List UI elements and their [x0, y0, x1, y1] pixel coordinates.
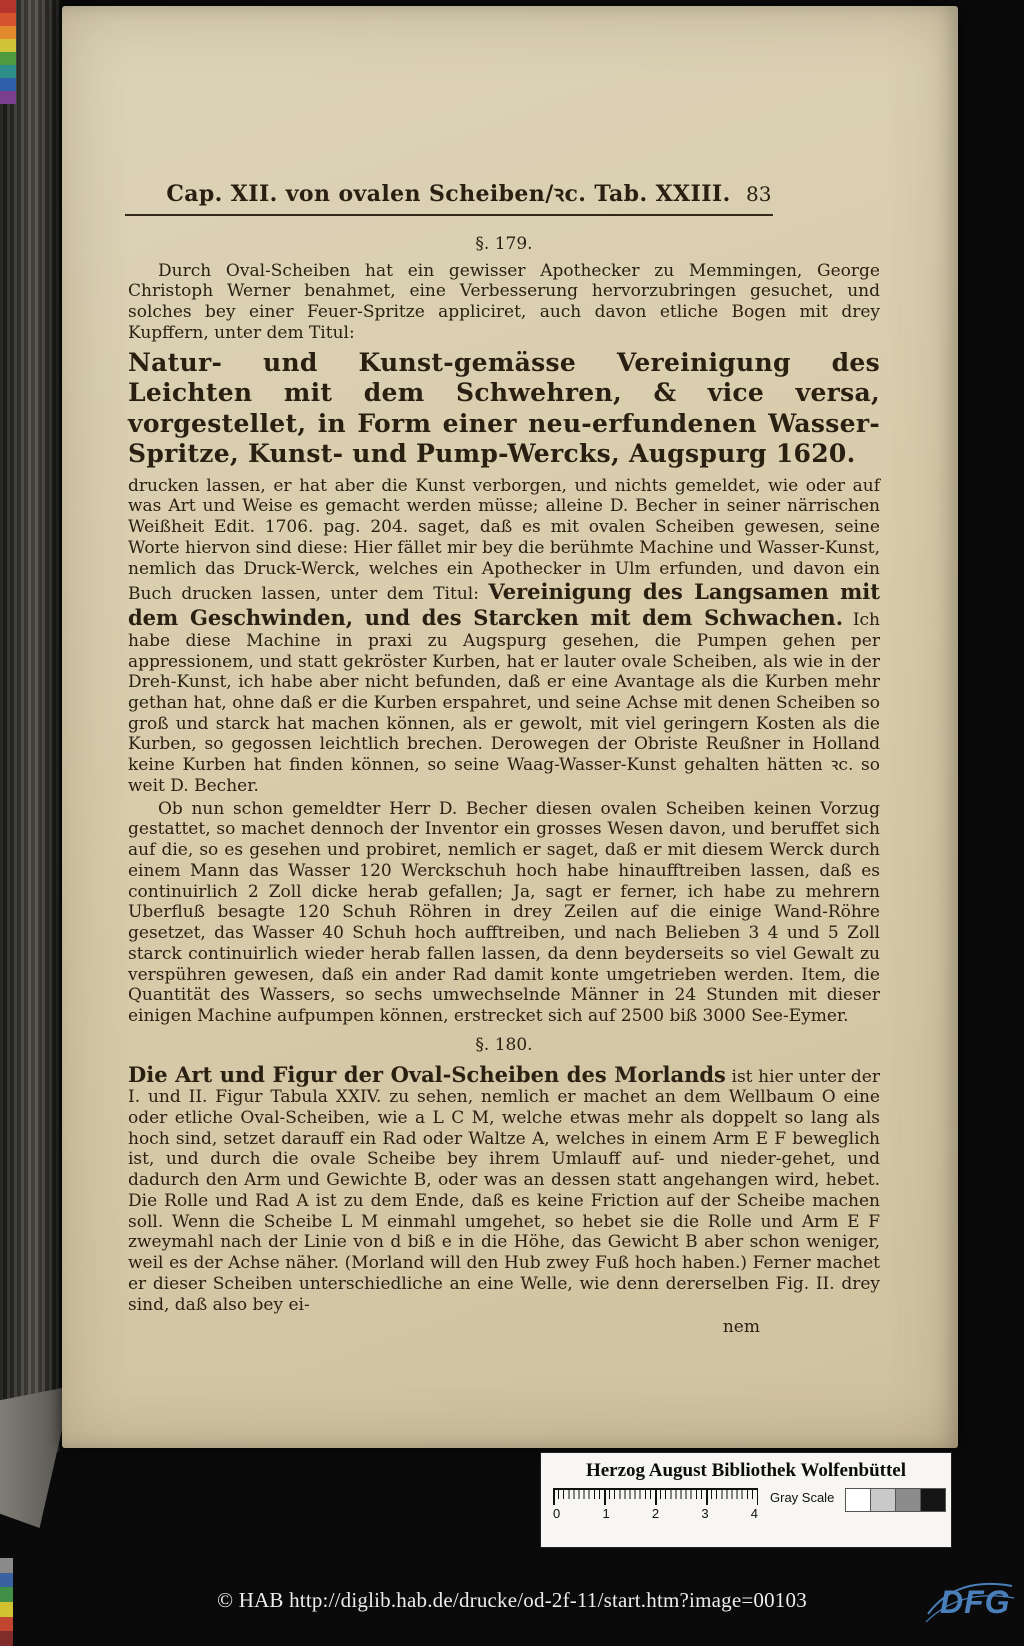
ruler-numbers: 0 1 2 3 4: [553, 1506, 758, 1521]
dfg-logo: [924, 1572, 1016, 1632]
color-bar-top: [0, 0, 16, 104]
display-inline-title: Vereinigung des Langsamen mit dem Geschwinden, und des Starcken mit dem Schwachen.: [128, 579, 880, 631]
text-run: drucken lassen, er hat aber die Kunst verborgen, und nichts gemeldet, wie oder auf was Art und Weise es gemacht werden müsse; alleine D. Becher in seiner närrischen Weißheit Edit. 1706. pag. 204. saget, daß es mit ovalen Scheiben gewesen, seine Worte hiervon sind diese: Hier fället mir bey die berühmte Machine und Wasser-Kunst, nemlich das Druck-Werck, welches ein Apothecker in Ulm erfunden, und davon ein Buch drucken lassen, unter dem Titul:: [128, 475, 880, 605]
ruler-wrap: [553, 1488, 758, 1521]
text-run: ist hier unter der I. und II. Figur Tabula XXIV. zu sehen, nemlich er machet an dem Wellbaum O eine oder etliche Oval-Scheiben, wie a L C M, welche etwas mehr als doppelt so lang als hoch sind, setzet darauff ein Rad oder Waltze A, welches in einem Arm E F beweglich ist, und durch die ovale Scheibe bey ihrem Umlauff auf- und nieder-gehet, und dadurch den Arm und Gewichte B, oder was an dessen statt angehangen wird, hebet. Die Rolle und Rad A ist zu dem Ende, daß es keine Friction auf der Scheibe machen soll. Wenn die Scheibe L M einmahl umgehet, so hebet sie die Rolle und Arm E F zweymahl nach der Linie von d biß e in die Höhe, das Gewicht B aber schon weniger, weil es der Achse näher. (Morland will den Hub zwey Fuß hoch haben.) Ferner machet er dieser Scheiben unterschiedliche an eine Welle, wie denn dererselben Fig. II. drey sind, daß also bey ei-: [128, 1066, 880, 1315]
copyright-line: © HAB http://diglib.hab.de/drucke/od-2f-11/start.htm?image=00103: [217, 1588, 807, 1612]
section-heading-180: §. 180.: [475, 1034, 533, 1055]
cm-ruler: [553, 1488, 758, 1505]
footer: [0, 1560, 1024, 1646]
scale-row: [541, 1482, 951, 1521]
running-header: Cap. XII. von ovalen Scheiben/ꝛc. Tab. XXIII.: [166, 181, 731, 207]
facing-page-edge: [0, 0, 62, 1452]
header-rule: [125, 214, 773, 216]
page-number: 83: [746, 182, 772, 206]
library-name: Herzog August Bibliothek Wolfenbüttel: [585, 1460, 907, 1481]
page-content: [128, 226, 880, 1338]
library-color-target: [540, 1452, 952, 1548]
dfg-text: DFG: [940, 1584, 1011, 1620]
paragraph-180: [128, 1062, 880, 1316]
section-lead: Die Art und Figur der Oval-Scheiben des Morlands: [128, 1061, 726, 1087]
gray-scale-patches: [846, 1488, 946, 1512]
section-heading-179: §. 179.: [475, 234, 533, 254]
paragraph-179-becher: [128, 476, 880, 797]
display-title-1620: Natur- und Kunst-gemässe Vereinigung des Leichten mit dem Schwehren, & vice versa, vorgestellet, in Form einer neu-erfundenen Wasser-Spritze, Kunst- und Pump-Wercks, Augspurg 1620.: [128, 347, 880, 469]
color-bar-bottom: [0, 1558, 13, 1646]
paragraph-179-intro: Durch Oval-Scheiben hat ein gewisser Apothecker zu Memmingen, George Christoph Werner benahmet, eine Verbesserung hervorzubringen gesuchet, und solches bey einer Feuer-Spritze appliciret, auch davon etliche Bogen mit drey Kupffern, unter dem Titul:: [128, 260, 880, 343]
gray-scale-label: Gray Scale: [770, 1490, 835, 1505]
catchword: nem: [722, 1317, 760, 1338]
paragraph-179-inventor: Ob nun schon gemeldter Herr D. Becher diesen ovalen Scheiben keinen Vorzug gestattet, so machet dennoch der Inventor ein grosses Wesen davon, und beruffet sich auf die, so es gesehen und probiret, nemlich er saget, daß er mit diesem Werck durch einem Mann das Wasser 120 Werckschuh hoch habe hinaufftreiben lassen, daß es continuirlich 2 Zoll dicke herab gefallen; Ja, sagt er ferner, ich habe zu mehrern Uberfluß besagte 120 Schuh Röhren in drey Zeilen auf die einige Wand-Röhre gesetzet, das Wasser 40 Schuh hoch aufftreiben, und nach Belieben 3 4 und 5 Zoll starck continuirlich wieder herab fallen lassen, da denn beyderseits so viel Gewalt zu verspühren gewesen, daß ein ander Rad damit konte umgetrieben werden. Item, die Quantität des Wassers, so sechs umwechselnde Männer in 24 Stunden mit dieser einigen Machine aufpumpen können, erstrecket sich auf 2500 biß 3000 See-Eymer.: [128, 798, 880, 1027]
book-page: [62, 6, 958, 1448]
text-run: Ich habe diese Machine in praxi zu Augspurg gesehen, die Pumpen gehen per appressionem, und statt gekröster Kurben, hat er lauter ovale Scheiben, als wie in der Dreh-Kunst, ich habe aber nicht befunden, daß er eine Avantage als die Kurben mehr gethan hat, ohne daß er die Kurben erspahret, und seine Achse mit denen Scheiben so groß und starck hat machen können, als er gewolt, mit viel geringern Kosten als die Kurben, so gegossen leichtlich brechen. Derowegen der Obriste Reußner in Holland keine Kurben hat finden können, so seine Waag-Wasser-Kunst gehalten hätten ꝛc. so weit D. Becher.: [128, 610, 881, 796]
